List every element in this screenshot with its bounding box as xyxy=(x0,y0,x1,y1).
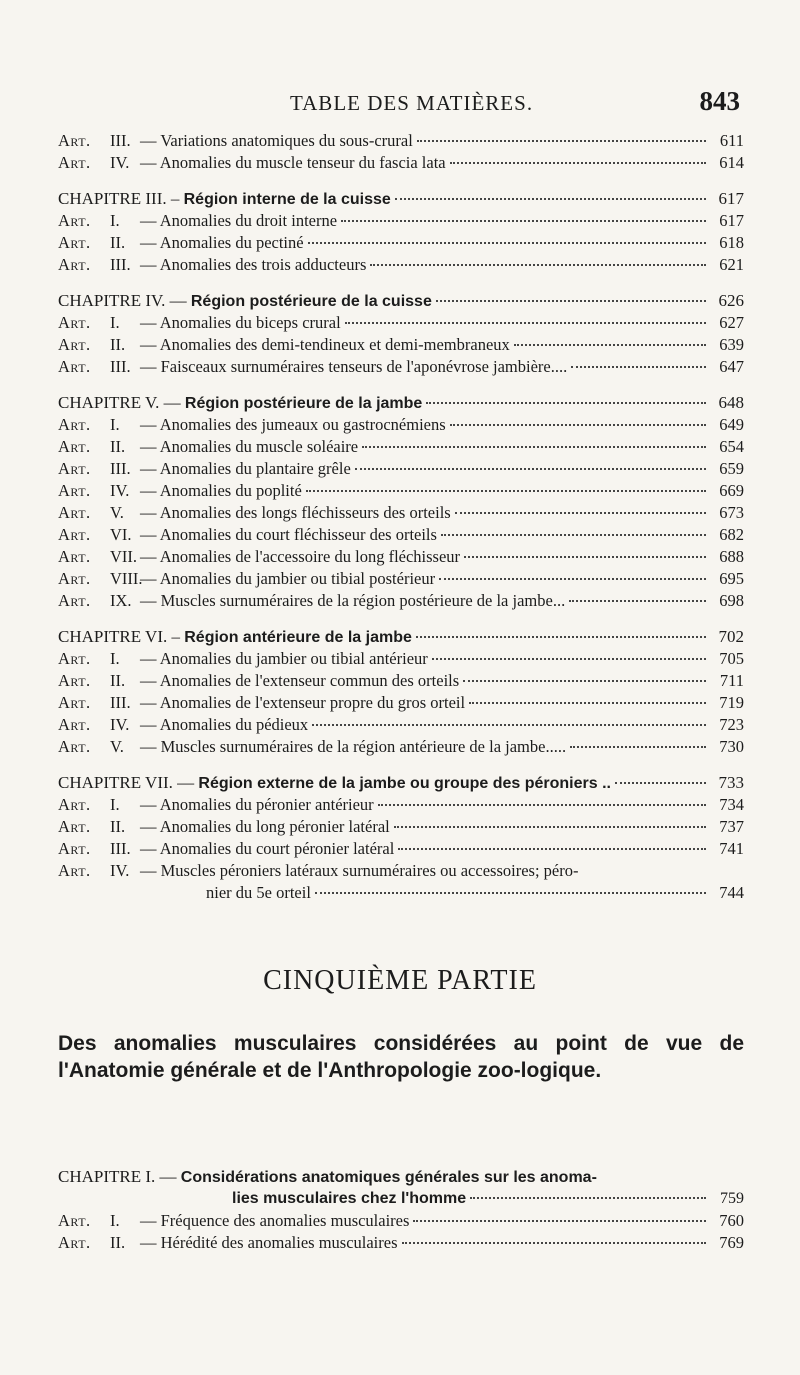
article-text xyxy=(58,356,567,378)
article-text xyxy=(58,648,428,670)
article-number: I. xyxy=(110,415,120,434)
article-title: — Anomalies du court fléchisseur des orteils xyxy=(140,525,437,544)
article-text xyxy=(58,210,337,232)
article-number: I. xyxy=(110,1211,120,1230)
article-text xyxy=(58,692,465,714)
article-title: — Anomalies du péronier antérieur xyxy=(140,795,374,814)
dot-leader xyxy=(394,826,706,828)
page-ref: 733 xyxy=(718,773,744,792)
page-ref: 737 xyxy=(719,817,744,836)
article-title: — Muscles surnuméraires de la région antérieure de la jambe..... xyxy=(140,737,567,756)
chapter-label: CHAPITRE III. – xyxy=(58,189,180,208)
page-ref: 614 xyxy=(719,153,744,172)
dot-leader xyxy=(416,636,706,638)
article-label: Art. xyxy=(58,649,91,668)
part-subtitle: Des anomalies musculaires considérées au point de vue de l'Anatomie générale et de l'Anthropologie zoo-logique. xyxy=(58,1032,744,1082)
toc-article-entry xyxy=(58,794,744,816)
toc-chapter-entry xyxy=(58,188,744,210)
page-ref: 759 xyxy=(720,1190,744,1207)
dot-leader xyxy=(615,782,706,784)
chapter-text xyxy=(58,772,611,795)
article-label: Art. xyxy=(58,335,91,354)
page-ref: 639 xyxy=(719,335,744,354)
chapter-label: CHAPITRE VII. — xyxy=(58,773,195,792)
chapter-label: CHAPITRE I. — xyxy=(58,1167,177,1186)
article-label: Art. xyxy=(58,525,91,544)
article-text xyxy=(58,590,565,612)
article-text xyxy=(58,524,437,546)
article-label: Art. xyxy=(58,547,91,566)
article-label: Art. xyxy=(58,255,91,274)
toc-article-entry xyxy=(58,648,744,670)
article-label: Art. xyxy=(58,153,91,172)
table-of-contents-bottom xyxy=(58,1166,744,1254)
page-ref: 627 xyxy=(719,313,744,332)
article-number: I. xyxy=(110,313,120,332)
article-title: — Anomalies de l'accessoire du long fléchisseur xyxy=(140,547,461,566)
article-text xyxy=(58,546,460,568)
article-label: Art. xyxy=(58,839,91,858)
page-header xyxy=(290,86,740,117)
page-ref: 744 xyxy=(719,883,744,902)
dot-leader xyxy=(469,702,706,704)
chapter-label: CHAPITRE V. — xyxy=(58,393,181,412)
article-label: Art. xyxy=(58,569,91,588)
page-ref: 669 xyxy=(719,481,744,500)
article-title: — Anomalies des longs fléchisseurs des orteils xyxy=(140,503,451,522)
article-text xyxy=(58,568,435,590)
article-title: — Faisceaux surnuméraires tenseurs de l'aponévrose jambière.... xyxy=(140,357,568,376)
dot-leader xyxy=(306,490,706,492)
article-text xyxy=(58,1210,409,1232)
page-number: 843 xyxy=(699,86,740,116)
toc-article-entry xyxy=(58,692,744,714)
article-text xyxy=(58,312,341,334)
article-text xyxy=(58,414,446,436)
page-ref: 719 xyxy=(719,693,744,712)
article-number: IV. xyxy=(110,481,130,500)
page-ref: 648 xyxy=(718,393,744,412)
article-title: — Anomalies de l'extenseur propre du gros orteil xyxy=(140,693,466,712)
article-title: — Anomalies du muscle soléaire xyxy=(140,437,359,456)
chapter-text xyxy=(58,290,432,313)
toc-article-entry xyxy=(58,546,744,568)
page-ref: 617 xyxy=(719,211,744,230)
article-text xyxy=(58,436,358,458)
dot-leader xyxy=(514,344,706,346)
article-title-cont: nier du 5e orteil xyxy=(206,883,311,902)
page-ref: 649 xyxy=(719,415,744,434)
article-text xyxy=(58,736,566,758)
article-label: Art. xyxy=(58,861,91,880)
dot-leader xyxy=(463,680,706,682)
article-title: — Anomalies du biceps crural xyxy=(140,313,341,332)
article-number: IV. xyxy=(110,153,130,172)
article-text xyxy=(58,502,451,524)
chapter-label: CHAPITRE VI. – xyxy=(58,627,180,646)
toc-article-entry xyxy=(58,816,744,838)
article-label: Art. xyxy=(58,591,91,610)
toc-chapter-entry xyxy=(58,626,744,648)
dot-leader xyxy=(569,600,706,602)
page-ref: 730 xyxy=(719,737,744,756)
article-text xyxy=(58,816,390,838)
article-title: — Hérédité des anomalies musculaires xyxy=(140,1233,398,1252)
article-title: — Muscles péroniers latéraux surnuméraires ou accessoires; péro- xyxy=(140,861,579,880)
page-ref: 711 xyxy=(719,671,744,690)
article-text xyxy=(58,838,394,860)
article-number: II. xyxy=(110,335,126,354)
article-title: — Anomalies des demi-tendineux et demi-membraneux xyxy=(140,335,510,354)
article-label: Art. xyxy=(58,795,91,814)
toc-article-entry xyxy=(58,838,744,860)
article-number: IV. xyxy=(110,715,130,734)
page-ref: 695 xyxy=(719,569,744,588)
article-title: — Fréquence des anomalies musculaires xyxy=(140,1211,410,1230)
page-ref: 654 xyxy=(719,437,744,456)
article-label: Art. xyxy=(58,357,91,376)
chapter-text xyxy=(58,188,391,211)
dot-leader xyxy=(450,162,706,164)
dot-leader xyxy=(315,892,706,894)
article-title: — Anomalies du poplité xyxy=(140,481,302,500)
toc-chapter-entry xyxy=(58,772,744,794)
article-label: Art. xyxy=(58,459,91,478)
article-label: Art. xyxy=(58,671,91,690)
article-number: I. xyxy=(110,649,120,668)
toc-article-entry xyxy=(58,670,744,692)
article-text xyxy=(58,130,413,152)
article-text xyxy=(58,1232,398,1254)
dot-leader xyxy=(570,746,706,748)
article-label: Art. xyxy=(58,817,91,836)
page-ref: 705 xyxy=(719,649,744,668)
page-ref: 741 xyxy=(719,839,744,858)
toc-article-entry xyxy=(58,312,744,334)
article-text xyxy=(58,794,374,816)
page-ref: 618 xyxy=(719,233,744,252)
page-ref: 760 xyxy=(719,1211,744,1230)
dot-leader xyxy=(362,446,706,448)
article-number: VIII. xyxy=(110,569,143,588)
article-label: Art. xyxy=(58,437,91,456)
page-ref: 621 xyxy=(719,255,744,274)
article-title: — Anomalies du jambier ou tibial antérieur xyxy=(140,649,428,668)
article-title: — Anomalies du pédieux xyxy=(140,715,309,734)
article-text xyxy=(58,714,308,736)
dot-leader xyxy=(378,804,706,806)
part-title: CINQUIÈME PARTIE xyxy=(263,965,537,996)
dot-leader xyxy=(417,140,706,142)
toc-article-entry xyxy=(58,568,744,590)
dot-leader xyxy=(426,402,706,404)
chapter-text xyxy=(58,626,412,649)
article-number: IX. xyxy=(110,591,132,610)
dot-leader xyxy=(395,198,706,200)
page-ref: 698 xyxy=(719,591,744,610)
toc-article-entry xyxy=(58,502,744,524)
toc-article-entry xyxy=(58,254,744,276)
article-text xyxy=(58,152,446,174)
page-ref: 659 xyxy=(719,459,744,478)
toc-article-entry xyxy=(58,130,744,152)
article-label: Art. xyxy=(58,481,91,500)
toc-article-entry xyxy=(58,860,744,882)
dot-leader xyxy=(312,724,706,726)
article-label: Art. xyxy=(58,415,91,434)
page-ref: 673 xyxy=(719,503,744,522)
toc-article-continuation xyxy=(58,882,744,904)
article-text xyxy=(58,334,510,356)
chapter-text xyxy=(58,1166,597,1189)
article-label: Art. xyxy=(58,715,91,734)
article-number: III. xyxy=(110,693,131,712)
article-text xyxy=(58,254,366,276)
page-ref: 647 xyxy=(719,357,744,376)
toc-article-entry xyxy=(58,1232,744,1254)
article-label: Art. xyxy=(58,737,91,756)
toc-article-entry xyxy=(58,436,744,458)
dot-leader xyxy=(370,264,706,266)
toc-article-entry xyxy=(58,524,744,546)
chapter-title: Région antérieure de la jambe xyxy=(184,629,412,646)
toc-article-entry xyxy=(58,414,744,436)
dot-leader xyxy=(470,1197,706,1199)
article-number: II. xyxy=(110,817,126,836)
page-ref: 688 xyxy=(719,547,744,566)
toc-article-entry xyxy=(58,232,744,254)
article-title: — Anomalies du long péronier latéral xyxy=(140,817,390,836)
article-text xyxy=(58,860,578,882)
page-ref: 723 xyxy=(719,715,744,734)
article-number: III. xyxy=(110,357,131,376)
article-label: Art. xyxy=(58,131,91,150)
article-label: Art. xyxy=(58,503,91,522)
toc-article-entry xyxy=(58,334,744,356)
dot-leader xyxy=(345,322,706,324)
article-number: VI. xyxy=(110,525,132,544)
toc-article-entry xyxy=(58,480,744,502)
article-label: Art. xyxy=(58,693,91,712)
article-number: III. xyxy=(110,131,131,150)
page-ref: 734 xyxy=(719,795,744,814)
chapter-title: Considérations anatomiques générales sur les anoma- xyxy=(180,1169,597,1186)
article-title: — Anomalies du plantaire grêle xyxy=(140,459,351,478)
dot-leader xyxy=(439,578,706,580)
table-of-contents-top xyxy=(58,130,744,904)
chapter-title: Région postérieure de la jambe xyxy=(184,395,423,412)
chapter-title-cont: lies musculaires chez l'homme xyxy=(232,1190,467,1207)
article-text xyxy=(58,480,302,502)
article-number: I. xyxy=(110,211,120,230)
article-label: Art. xyxy=(58,233,91,252)
article-number: II. xyxy=(110,233,126,252)
article-number: III. xyxy=(110,459,131,478)
article-title: — Anomalies du droit interne xyxy=(140,211,338,230)
chapter-text xyxy=(58,392,422,415)
dot-leader xyxy=(398,848,706,850)
article-number: III. xyxy=(110,255,131,274)
article-number: IV. xyxy=(110,861,130,880)
page-ref: 702 xyxy=(718,627,744,646)
toc-chapter-entry xyxy=(58,290,744,312)
page-ref: 626 xyxy=(718,291,744,310)
article-number: II. xyxy=(110,437,126,456)
dot-leader xyxy=(355,468,706,470)
article-title: — Anomalies des trois adducteurs xyxy=(140,255,367,274)
article-title: — Anomalies des jumeaux ou gastrocnémiens xyxy=(140,415,446,434)
article-number: II. xyxy=(110,1233,126,1252)
article-number: V. xyxy=(110,503,124,522)
toc-article-entry xyxy=(58,590,744,612)
dot-leader xyxy=(308,242,706,244)
dot-leader xyxy=(441,534,706,536)
toc-article-entry xyxy=(58,1210,744,1232)
article-title: — Anomalies du muscle tenseur du fascia lata xyxy=(140,153,446,172)
dot-leader xyxy=(402,1242,707,1244)
dot-leader xyxy=(436,300,706,302)
article-title: — Anomalies du pectiné xyxy=(140,233,304,252)
page-ref: 769 xyxy=(719,1233,744,1252)
chapter-title: Région externe de la jambe ou groupe des péroniers .. xyxy=(198,775,611,792)
article-text xyxy=(58,670,459,692)
toc-chapter-continuation xyxy=(58,1188,744,1210)
chapter-label: CHAPITRE IV. — xyxy=(58,291,187,310)
toc-article-entry xyxy=(58,714,744,736)
article-number: V. xyxy=(110,737,124,756)
article-label: Art. xyxy=(58,211,91,230)
dot-leader xyxy=(413,1220,706,1222)
toc-article-entry xyxy=(58,356,744,378)
dot-leader xyxy=(571,366,706,368)
article-number: II. xyxy=(110,671,126,690)
running-title: TABLE DES MATIÈRES. xyxy=(290,91,534,115)
article-title: — Anomalies de l'extenseur commun des orteils xyxy=(140,671,460,690)
chapter-title: Région postérieure de la cuisse xyxy=(190,293,432,310)
article-text xyxy=(58,232,304,254)
toc-article-entry xyxy=(58,736,744,758)
article-title: — Anomalies du court péronier latéral xyxy=(140,839,395,858)
article-title: — Variations anatomiques du sous-crural xyxy=(140,131,413,150)
page-ref: 611 xyxy=(719,131,744,150)
toc-article-entry xyxy=(58,152,744,174)
dot-leader xyxy=(432,658,706,660)
article-title: — Anomalies du jambier ou tibial postérieur xyxy=(140,569,436,588)
dot-leader xyxy=(450,424,706,426)
chapter-title: Région interne de la cuisse xyxy=(183,191,391,208)
page-ref: 617 xyxy=(718,189,744,208)
article-label: Art. xyxy=(58,1211,91,1230)
dot-leader xyxy=(464,556,706,558)
article-text xyxy=(58,458,351,480)
dot-leader xyxy=(341,220,706,222)
article-number: I. xyxy=(110,795,120,814)
article-label: Art. xyxy=(58,1233,91,1252)
article-label: Art. xyxy=(58,313,91,332)
toc-article-entry xyxy=(58,210,744,232)
dot-leader xyxy=(455,512,706,514)
article-number: III. xyxy=(110,839,131,858)
toc-chapter-entry xyxy=(58,1166,744,1188)
article-title: — Muscles surnuméraires de la région postérieure de la jambe... xyxy=(140,591,566,610)
toc-article-entry xyxy=(58,458,744,480)
toc-chapter-entry xyxy=(58,392,744,414)
article-number: VII. xyxy=(110,547,138,566)
page-ref: 682 xyxy=(719,525,744,544)
